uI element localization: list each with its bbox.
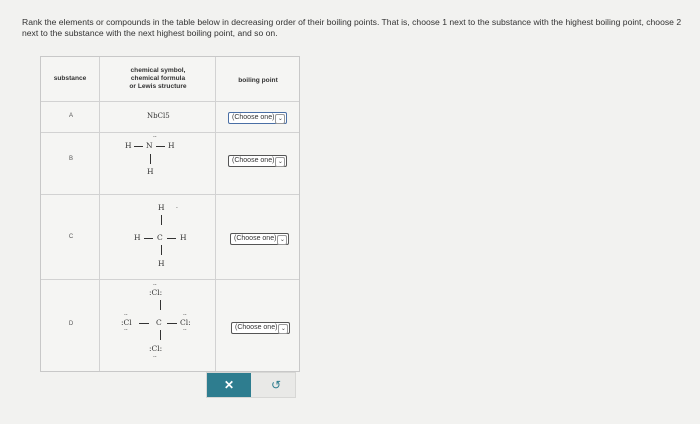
atom-cl: Cl: [180,318,191,327]
check-button[interactable]: ✕ [207,373,251,397]
row-d-lewis-structure: ·· :Cl: ·· :Cl ·· C ·· Cl: ·· :Cl: ·· [121,282,191,361]
row-a-boiling-select[interactable] [228,112,287,124]
atom-h: H [147,167,154,176]
row-d-letter: D [68,321,74,327]
atom-cl: :Cl [121,318,132,327]
row-c-letter: C [68,234,74,240]
atom-n: N [146,141,153,150]
atom-c: C [156,318,162,327]
row-a-letter: A [68,113,73,119]
row-a-formula: NbCl5 [147,112,170,120]
chevron-down-icon: ⌄ [275,157,285,167]
header-symbol-line1: chemical symbol, [130,67,186,74]
chevron-down-icon: ⌄ [277,235,287,245]
header-symbol-line2: chemical formula [130,75,186,82]
atom-h: H [158,259,165,268]
header-symbol [101,67,215,91]
atom-c: C [157,233,163,242]
chevron-down-icon: ⌄ [278,324,288,334]
atom-h: H [168,141,175,150]
row-c-lewis-structure: H · H C H H [134,203,187,268]
atom-cl: :Cl: [149,288,163,297]
atom-h: H [158,203,165,212]
row-b-boiling-select[interactable] [228,155,287,167]
atom-cl: :Cl: [149,344,163,353]
atom-h: H [125,141,132,150]
row-d-boiling-select[interactable] [231,322,290,334]
atom-h: H [180,233,187,242]
header-boiling-point: boiling point [238,77,278,84]
instructions-text: Rank the elements or compounds in the table below in decreasing order of their boiling points. That is, choose 1 next to the substance with the highest boiling point, choose 2 next to the substance with the next highest boiling point, and so on. [22,17,682,38]
boiling-point-table [40,56,300,372]
row-c-boiling-select[interactable] [230,233,289,245]
row-a-select-label: (Choose one) [232,114,275,121]
row-d-select-label: (Choose one) [235,324,278,331]
row-b-lewis-structure: H ·· N H H [125,134,175,176]
header-substance: substance [53,75,87,82]
undo-button[interactable]: ↺ [270,378,282,392]
chevron-down-icon: ⌄ [275,114,285,124]
header-symbol-line3: or Lewis structure [129,83,187,90]
atom-h: H [134,233,141,242]
row-c-select-label: (Choose one) [234,235,277,242]
row-b-select-label: (Choose one) [232,157,275,164]
row-b-letter: B [68,156,73,162]
